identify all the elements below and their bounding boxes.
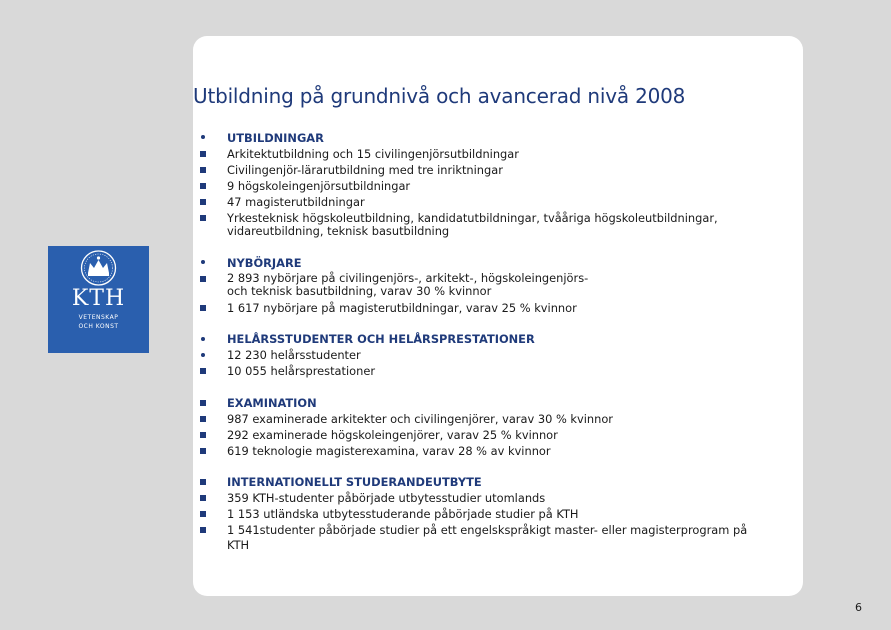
list-item-continuation: KTH	[227, 538, 250, 552]
list-item: 987 examinerade arkitekter och civilingenjörer, varav 30 % kvinnor	[227, 412, 613, 426]
kth-logo	[48, 246, 149, 353]
logo-wordmark: KTH	[71, 286, 126, 311]
list-item: Civilingenjör-lärarutbildning med tre inriktningar	[227, 163, 503, 177]
list-item: 9 högskoleingenjörsutbildningar	[227, 179, 411, 193]
bullet-square	[200, 151, 206, 157]
bullet-square	[200, 167, 206, 173]
list-item: 2 893 nybörjare på civilingenjörs-, arkitekt-, högskoleingenjörs-	[227, 271, 589, 285]
list-item: Arkitektutbildning och 15 civilingenjörsutbildningar	[227, 147, 519, 161]
section-heading: NYBÖRJARE	[227, 256, 302, 270]
bullet-square	[200, 416, 206, 422]
bullet-square	[200, 527, 206, 533]
list-item: 1 617 nybörjare på magisterutbildningar, varav 25 % kvinnor	[227, 301, 577, 315]
page-number: 6	[855, 601, 862, 614]
bullet-square	[200, 199, 206, 205]
bullet-square	[200, 368, 206, 374]
list-item: 619 teknologie magisterexamina, varav 28 % av kvinnor	[227, 444, 551, 458]
bullet-square	[200, 276, 206, 282]
bullet-dot	[201, 135, 205, 139]
list-item: 1 153 utländska utbytesstuderande påbörjade studier på KTH	[227, 507, 579, 521]
bullet-square	[200, 183, 206, 189]
bullet-square	[200, 215, 206, 221]
bullet-square	[200, 448, 206, 454]
logo-subtitle-1: VETENSKAP	[78, 314, 119, 321]
list-item: 359 KTH-studenter påbörjade utbytesstudier utomlands	[227, 491, 546, 505]
logo-subtitle-2: OCH KONST	[78, 323, 119, 330]
list-item: 10 055 helårsprestationer	[227, 364, 376, 378]
section-heading: UTBILDNINGAR	[227, 131, 324, 145]
section-heading: HELÅRSSTUDENTER OCH HELÅRSPRESTATIONER	[227, 332, 535, 346]
list-item: 12 230 helårsstudenter	[227, 348, 361, 362]
section-heading: INTERNATIONELLT STUDERANDEUTBYTE	[227, 475, 482, 489]
list-item-continuation: och teknisk basutbildning, varav 30 % kvinnor	[227, 284, 492, 298]
list-item: 47 magisterutbildningar	[227, 195, 365, 209]
list-item: 292 examinerade högskoleingenjörer, varav 25 % kvinnor	[227, 428, 558, 442]
bullet-square	[200, 305, 206, 311]
bullet-square	[200, 495, 206, 501]
list-item: Yrkesteknisk högskoleutbildning, kandidatutbildningar, tvååriga högskoleutbildningar,	[227, 211, 718, 225]
slide-title: Utbildning på grundnivå och avancerad nivå 2008	[193, 84, 686, 108]
bullet-dot	[201, 260, 205, 264]
bullet-dot	[201, 337, 205, 341]
list-item: 1 541studenter påbörjade studier på ett engelskspråkigt master- eller magisterprogram på	[227, 523, 748, 537]
bullet-square	[200, 479, 206, 485]
bullet-dot	[201, 353, 205, 357]
list-item-continuation: vidareutbildning, teknisk basutbildning	[227, 224, 450, 238]
crown-icon	[48, 248, 149, 288]
bullet-square	[200, 432, 206, 438]
bullet-square	[200, 511, 206, 517]
bullet-square	[200, 400, 206, 406]
section-heading: EXAMINATION	[227, 396, 317, 410]
